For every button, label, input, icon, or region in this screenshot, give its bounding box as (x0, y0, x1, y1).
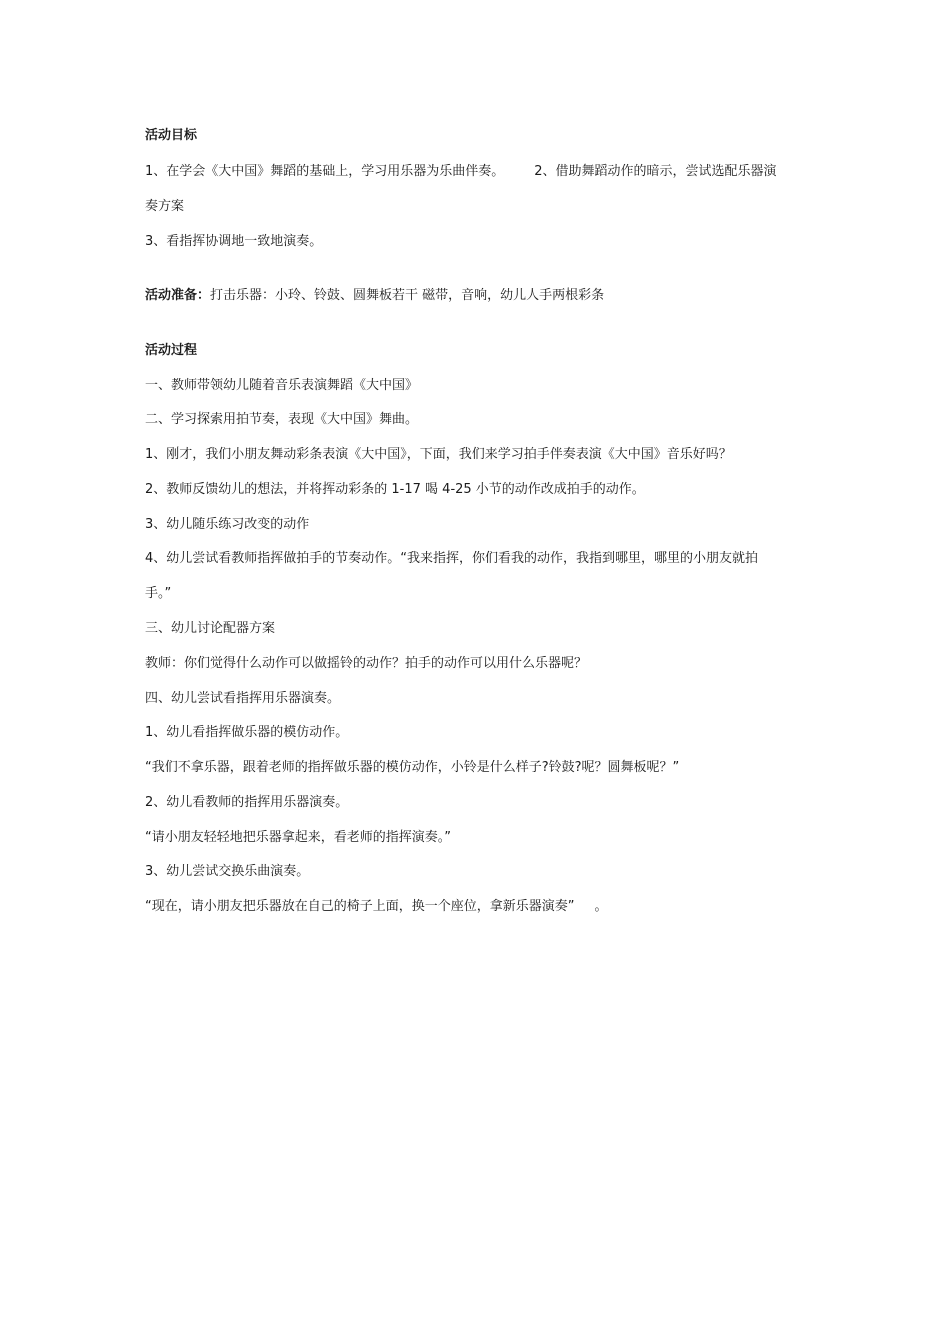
process-line: “我们不拿乐器，跟着老师的指挥做乐器的模仿动作，小铃是什么样子?铃鼓?呢？圆舞板呢？” (145, 760, 680, 775)
goals-item-1: 1、在学会《大中国》舞蹈的基础上，学习用乐器为乐曲伴奏。 (145, 164, 505, 179)
goals-item-1-and-2 (145, 163, 815, 181)
process-line: “现在，请小朋友把乐器放在自己的椅子上面，换一个座位，拿新乐器演奏” (145, 899, 575, 914)
preparation-label: 活动准备： (145, 288, 211, 303)
process-heading: 活动过程 (145, 343, 198, 358)
process-line: 3、幼儿随乐练习改变的动作 (145, 517, 310, 532)
process-line: 1、刚才，我们小朋友舞动彩条表演《大中国》，下面，我们来学习拍手伴奏表演《大中国》音乐好吗？ (145, 447, 732, 462)
preparation-line (145, 287, 815, 305)
process-line: “请小朋友轻轻地把乐器拿起来，看老师的指挥演奏。” (145, 830, 451, 845)
process-line: 手。” (145, 586, 172, 601)
goals-item-2-part1: 2、借助舞蹈动作的暗示，尝试选配乐器演 (534, 164, 777, 179)
process-line: 3、幼儿尝试交换乐曲演奏。 (145, 864, 310, 879)
preparation-text: 打击乐器：小玲、铃鼓、圆舞板若干 磁带，音响，幼儿人手两根彩条 (210, 288, 605, 303)
process-line: 2、幼儿看教师的指挥用乐器演奏。 (145, 795, 349, 810)
process-line: 2、教师反馈幼儿的想法，并将挥动彩条的 1-17 喝 4-25 小节的动作改成拍手的动作。 (145, 482, 645, 497)
process-line: 三、幼儿讨论配器方案 (145, 621, 276, 636)
process-line: 一、教师带领幼儿随着音乐表演舞蹈《大中国》 (145, 378, 419, 393)
final-mark: 。 (594, 899, 608, 914)
goals-item-3: 3、看指挥协调地一致地演奏。 (145, 234, 323, 249)
process-final-line (145, 898, 815, 916)
process-line: 教师：你们觉得什么动作可以做摇铃的动作？拍手的动作可以用什么乐器呢？ (145, 656, 588, 671)
process-line: 四、幼儿尝试看指挥用乐器演奏。 (145, 691, 341, 706)
process-line: 二、学习探索用拍节奏，表现《大中国》舞曲。 (145, 412, 419, 427)
process-line: 4、幼儿尝试看教师指挥做拍手的节奏动作。“我来指挥，你们看我的动作，我指到哪里，哪里的小朋友就拍 (145, 551, 759, 566)
goals-item-2-part2: 奏方案 (145, 199, 185, 214)
process-line: 1、幼儿看指挥做乐器的模仿动作。 (145, 725, 349, 740)
goals-heading: 活动目标 (145, 128, 198, 143)
